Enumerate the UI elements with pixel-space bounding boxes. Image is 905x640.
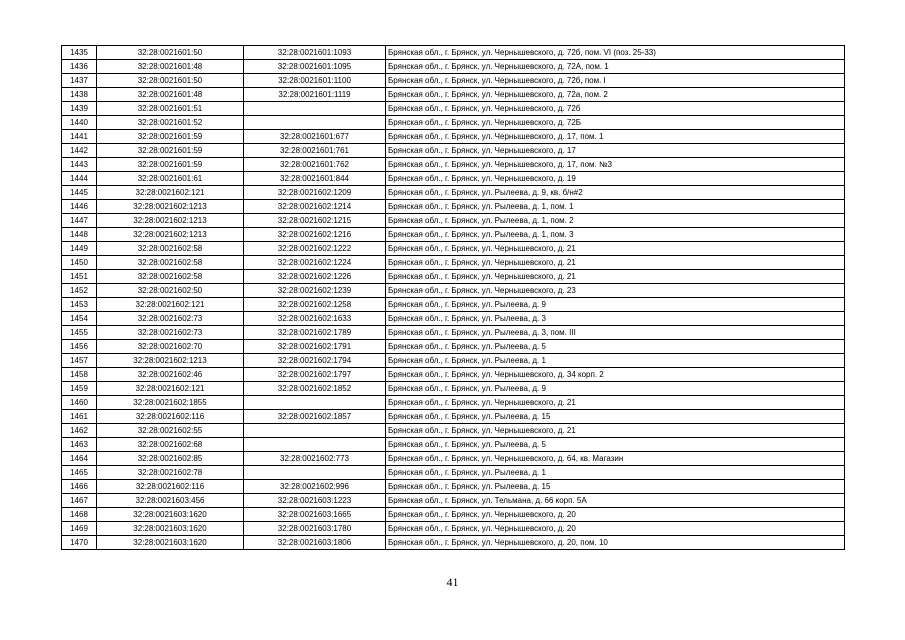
address-cell: Брянская обл., г. Брянск, ул. Чернышевского, д. 17 [386,144,845,158]
object-number-cell [244,102,386,116]
object-number-cell: 32:28:0021601:1100 [244,74,386,88]
row-number-cell: 1446 [62,200,97,214]
object-number-cell: 32:28:0021602:996 [244,480,386,494]
row-number-cell: 1436 [62,60,97,74]
row-number-cell: 1464 [62,452,97,466]
table-row [62,382,845,396]
address-cell: Брянская обл., г. Брянск, ул. Чернышевского, д. 21 [386,424,845,438]
object-number-cell: 32:28:0021602:1633 [244,312,386,326]
object-number-cell [244,116,386,130]
object-number-cell: 32:28:0021602:1224 [244,256,386,270]
object-number-cell: 32:28:0021603:1223 [244,494,386,508]
parcel-number-cell: 32:28:0021602:55 [97,424,244,438]
table-row [62,424,845,438]
parcel-number-cell: 32:28:0021602:1213 [97,228,244,242]
object-number-cell: 32:28:0021601:1119 [244,88,386,102]
row-number-cell: 1444 [62,172,97,186]
parcel-number-cell: 32:28:0021602:58 [97,270,244,284]
object-number-cell: 32:28:0021603:1806 [244,536,386,550]
object-number-cell: 32:28:0021601:1093 [244,46,386,60]
object-number-cell: 32:28:0021602:1209 [244,186,386,200]
row-number-cell: 1459 [62,382,97,396]
table-row [62,494,845,508]
row-number-cell: 1458 [62,368,97,382]
table-row [62,508,845,522]
address-cell: Брянская обл., г. Брянск, ул. Чернышевского, д. 72б, пом. VI (поз. 25-33) [386,46,845,60]
table-row [62,480,845,494]
table-row [62,60,845,74]
row-number-cell: 1456 [62,340,97,354]
address-cell: Брянская обл., г. Брянск, ул. Чернышевского, д. 72А, пом. 1 [386,60,845,74]
table-row [62,298,845,312]
row-number-cell: 1453 [62,298,97,312]
object-number-cell: 32:28:0021602:1797 [244,368,386,382]
parcel-number-cell: 32:28:0021602:58 [97,256,244,270]
table-row [62,396,845,410]
table-row [62,116,845,130]
row-number-cell: 1447 [62,214,97,228]
row-number-cell: 1438 [62,88,97,102]
table-row [62,340,845,354]
object-number-cell: 32:28:0021602:1239 [244,284,386,298]
parcel-number-cell: 32:28:0021602:85 [97,452,244,466]
parcel-number-cell: 32:28:0021601:61 [97,172,244,186]
address-cell: Брянская обл., г. Брянск, ул. Чернышевского, д. 21 [386,270,845,284]
table-row [62,326,845,340]
row-number-cell: 1445 [62,186,97,200]
object-number-cell [244,438,386,452]
table-row [62,46,845,60]
address-cell: Брянская обл., г. Брянск, ул. Чернышевского, д. 21 [386,256,845,270]
address-cell: Брянская обл., г. Брянск, ул. Чернышевского, д. 17, пом. 1 [386,130,845,144]
table-row [62,368,845,382]
row-number-cell: 1466 [62,480,97,494]
object-number-cell: 32:28:0021601:762 [244,158,386,172]
table-row [62,158,845,172]
parcel-number-cell: 32:28:0021602:116 [97,410,244,424]
address-cell: Брянская обл., г. Брянск, ул. Рылеева, д. 1, пом. 2 [386,214,845,228]
parcel-number-cell: 32:28:0021602:46 [97,368,244,382]
address-cell: Брянская обл., г. Брянск, ул. Рылеева, д. 3, пом. III [386,326,845,340]
object-number-cell: 32:28:0021602:1857 [244,410,386,424]
parcel-number-cell: 32:28:0021602:121 [97,298,244,312]
table-row [62,200,845,214]
object-number-cell: 32:28:0021602:1226 [244,270,386,284]
address-cell: Брянская обл., г. Брянск, ул. Чернышевского, д. 20 [386,522,845,536]
address-cell: Брянская обл., г. Брянск, ул. Рылеева, д. 5 [386,438,845,452]
row-number-cell: 1439 [62,102,97,116]
address-cell: Брянская обл., г. Брянск, ул. Рылеева, д. 1, пом. 3 [386,228,845,242]
table-row [62,312,845,326]
address-cell: Брянская обл., г. Брянск, ул. Чернышевского, д. 72б [386,102,845,116]
parcel-number-cell: 32:28:0021602:1855 [97,396,244,410]
object-number-cell: 32:28:0021602:1789 [244,326,386,340]
parcel-number-cell: 32:28:0021602:50 [97,284,244,298]
parcel-number-cell: 32:28:0021603:1620 [97,522,244,536]
parcel-number-cell: 32:28:0021602:68 [97,438,244,452]
row-number-cell: 1443 [62,158,97,172]
parcel-number-cell: 32:28:0021601:59 [97,130,244,144]
table-row [62,256,845,270]
object-number-cell [244,466,386,480]
parcel-number-cell: 32:28:0021602:1213 [97,354,244,368]
row-number-cell: 1457 [62,354,97,368]
object-number-cell: 32:28:0021601:677 [244,130,386,144]
row-number-cell: 1469 [62,522,97,536]
row-number-cell: 1454 [62,312,97,326]
parcel-number-cell: 32:28:0021602:1213 [97,200,244,214]
table-row [62,186,845,200]
object-number-cell [244,424,386,438]
object-number-cell: 32:28:0021602:1794 [244,354,386,368]
parcel-number-cell: 32:28:0021602:58 [97,242,244,256]
row-number-cell: 1462 [62,424,97,438]
cadastral-table [61,45,845,550]
address-cell: Брянская обл., г. Брянск, ул. Рылеева, д. 9 [386,382,845,396]
address-cell: Брянская обл., г. Брянск, ул. Рылеева, д. 1 [386,354,845,368]
address-cell: Брянская обл., г. Брянск, ул. Рылеева, д. 9 [386,298,845,312]
row-number-cell: 1437 [62,74,97,88]
table-row [62,228,845,242]
object-number-cell: 32:28:0021602:1852 [244,382,386,396]
parcel-number-cell: 32:28:0021602:73 [97,312,244,326]
object-number-cell [244,396,386,410]
address-cell: Брянская обл., г. Брянск, ул. Рылеева, д. 15 [386,480,845,494]
object-number-cell: 32:28:0021601:1095 [244,60,386,74]
parcel-number-cell: 32:28:0021602:121 [97,186,244,200]
address-cell: Брянская обл., г. Брянск, ул. Тельмана, д. 66 корп. 5А [386,494,845,508]
address-cell: Брянская обл., г. Брянск, ул. Рылеева, д. 5 [386,340,845,354]
table-row [62,74,845,88]
address-cell: Брянская обл., г. Брянск, ул. Рылеева, д. 9, кв. б/н#2 [386,186,845,200]
table-row [62,102,845,116]
parcel-number-cell: 32:28:0021603:1620 [97,536,244,550]
row-number-cell: 1448 [62,228,97,242]
row-number-cell: 1449 [62,242,97,256]
row-number-cell: 1450 [62,256,97,270]
table-row [62,452,845,466]
row-number-cell: 1455 [62,326,97,340]
table-row [62,536,845,550]
parcel-number-cell: 32:28:0021602:116 [97,480,244,494]
object-number-cell: 32:28:0021601:761 [244,144,386,158]
object-number-cell: 32:28:0021602:1216 [244,228,386,242]
row-number-cell: 1470 [62,536,97,550]
address-cell: Брянская обл., г. Брянск, ул. Чернышевского, д. 34 корп. 2 [386,368,845,382]
row-number-cell: 1451 [62,270,97,284]
document-page [61,45,845,550]
address-cell: Брянская обл., г. Брянск, ул. Чернышевского, д. 21 [386,396,845,410]
object-number-cell: 32:28:0021602:1222 [244,242,386,256]
table-row [62,522,845,536]
row-number-cell: 1441 [62,130,97,144]
address-cell: Брянская обл., г. Брянск, ул. Рылеева, д. 3 [386,312,845,326]
address-cell: Брянская обл., г. Брянск, ул. Чернышевского, д. 72Б [386,116,845,130]
table-row [62,214,845,228]
row-number-cell: 1463 [62,438,97,452]
object-number-cell: 32:28:0021602:1791 [244,340,386,354]
object-number-cell: 32:28:0021601:844 [244,172,386,186]
address-cell: Брянская обл., г. Брянск, ул. Чернышевского, д. 72а, пом. 2 [386,88,845,102]
address-cell: Брянская обл., г. Брянск, ул. Рылеева, д. 15 [386,410,845,424]
object-number-cell: 32:28:0021603:1780 [244,522,386,536]
row-number-cell: 1452 [62,284,97,298]
object-number-cell: 32:28:0021602:1258 [244,298,386,312]
address-cell: Брянская обл., г. Брянск, ул. Чернышевского, д. 20, пом. 10 [386,536,845,550]
address-cell: Брянская обл., г. Брянск, ул. Чернышевского, д. 21 [386,242,845,256]
parcel-number-cell: 32:28:0021601:51 [97,102,244,116]
address-cell: Брянская обл., г. Брянск, ул. Чернышевского, д. 19 [386,172,845,186]
address-cell: Брянская обл., г. Брянск, ул. Чернышевского, д. 72б, пом. I [386,74,845,88]
row-number-cell: 1440 [62,116,97,130]
table-row [62,172,845,186]
parcel-number-cell: 32:28:0021601:50 [97,74,244,88]
object-number-cell: 32:28:0021602:1214 [244,200,386,214]
parcel-number-cell: 32:28:0021602:1213 [97,214,244,228]
parcel-number-cell: 32:28:0021602:78 [97,466,244,480]
row-number-cell: 1460 [62,396,97,410]
address-cell: Брянская обл., г. Брянск, ул. Чернышевского, д. 17, пом. №3 [386,158,845,172]
row-number-cell: 1467 [62,494,97,508]
parcel-number-cell: 32:28:0021601:48 [97,88,244,102]
table-row [62,466,845,480]
parcel-number-cell: 32:28:0021601:59 [97,144,244,158]
table-row [62,354,845,368]
object-number-cell: 32:28:0021602:773 [244,452,386,466]
address-cell: Брянская обл., г. Брянск, ул. Чернышевского, д. 20 [386,508,845,522]
row-number-cell: 1461 [62,410,97,424]
table-row [62,88,845,102]
table-row [62,410,845,424]
table-row [62,284,845,298]
address-cell: Брянская обл., г. Брянск, ул. Рылеева, д. 1, пом. 1 [386,200,845,214]
object-number-cell: 32:28:0021603:1665 [244,508,386,522]
table-row [62,130,845,144]
address-cell: Брянская обл., г. Брянск, ул. Чернышевского, д. 64, кв. Магазин [386,452,845,466]
row-number-cell: 1442 [62,144,97,158]
object-number-cell: 32:28:0021602:1215 [244,214,386,228]
parcel-number-cell: 32:28:0021603:1620 [97,508,244,522]
parcel-number-cell: 32:28:0021602:121 [97,382,244,396]
address-cell: Брянская обл., г. Брянск, ул. Чернышевского, д. 23 [386,284,845,298]
page-number: 41 [446,575,459,589]
parcel-number-cell: 32:28:0021601:50 [97,46,244,60]
parcel-number-cell: 32:28:0021601:59 [97,158,244,172]
address-cell: Брянская обл., г. Брянск, ул. Рылеева, д. 1 [386,466,845,480]
parcel-number-cell: 32:28:0021602:73 [97,326,244,340]
parcel-number-cell: 32:28:0021602:70 [97,340,244,354]
parcel-number-cell: 32:28:0021603:456 [97,494,244,508]
table-body [62,46,845,550]
table-row [62,270,845,284]
parcel-number-cell: 32:28:0021601:52 [97,116,244,130]
parcel-number-cell: 32:28:0021601:48 [97,60,244,74]
row-number-cell: 1465 [62,466,97,480]
table-row [62,242,845,256]
row-number-cell: 1435 [62,46,97,60]
row-number-cell: 1468 [62,508,97,522]
table-row [62,144,845,158]
table-row [62,438,845,452]
